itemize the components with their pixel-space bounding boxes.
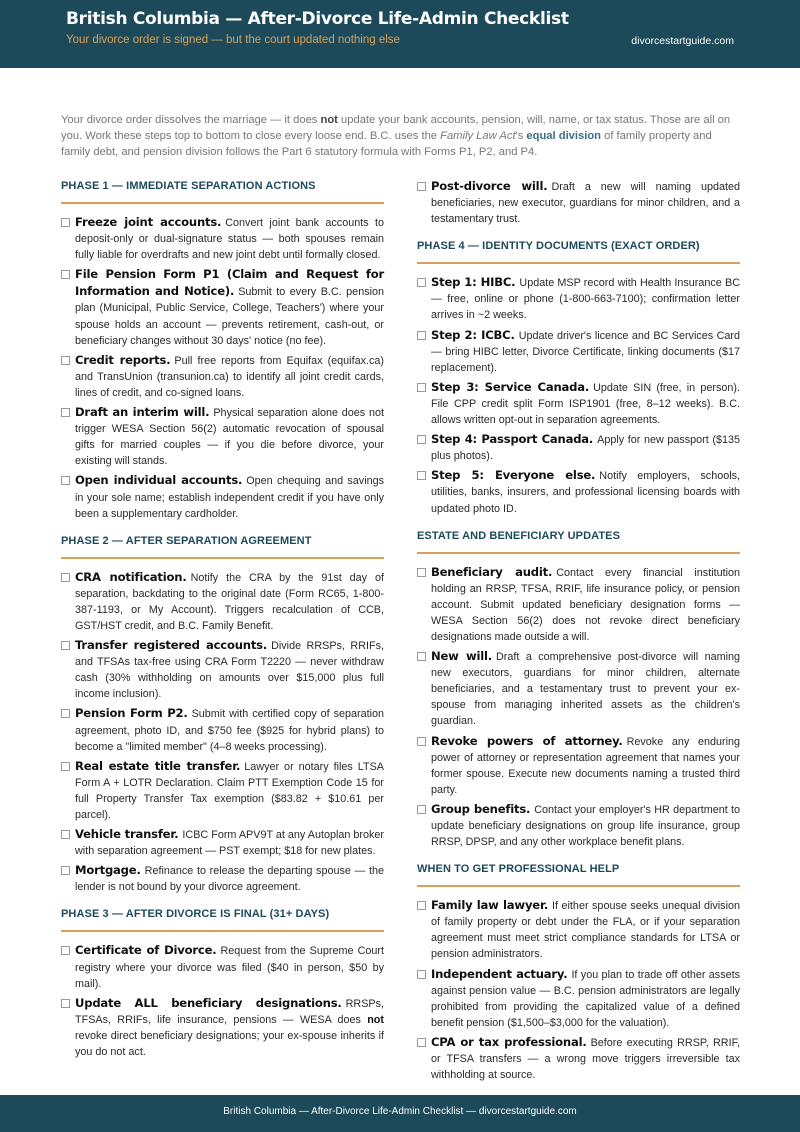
checkbox[interactable] [417, 182, 426, 191]
item-label: Update ALL beneficiary designations. [75, 995, 342, 1010]
item-text: Lawyer or notary files LTSA Form A + LOTR Declaration. Claim PTT Exemption Code 15 for full Property Transfer Tax exemption ($83.82 + $10.61 per parcel). [75, 760, 384, 821]
checkbox[interactable] [417, 568, 426, 577]
item-text: If either spouse seeks unequal division of family property or debt under the FLA, or if your separation agreement must meet strict compliance standards for LTSA or pension administrators. [431, 900, 740, 961]
item-label: Mortgage. [75, 863, 141, 878]
intro-text: 's [515, 130, 527, 143]
checklist-item [61, 758, 384, 823]
intro-text: of family property and family debt, and pension division follows the Part 6 statutory formula with Forms P1, P2, and P4. [61, 130, 712, 159]
item-text: Draft a new will naming updated beneficiaries, new executor, guardians for minor children, and a testamentary trust. [431, 181, 740, 226]
intro-bold: not [320, 114, 338, 126]
phase2-heading: PHASE 2 — AFTER SEPARATION AGREEMENT [61, 533, 384, 559]
item-text: Update driver's licence and BC Services Card — bring HIBC letter, Divorce Certificate, linking documents ($17 replacement). [431, 329, 740, 374]
checklist-item [417, 966, 740, 1031]
checklist-item [61, 826, 384, 859]
item-label: CRA notification. [75, 569, 187, 584]
item-text: RRSPs, TFSAs, RRIFs, life insurance, pensions — WESA does [75, 997, 384, 1026]
item-label: Vehicle transfer. [75, 827, 179, 842]
item-label: Open individual accounts. [75, 473, 243, 488]
item-label: Pension Form P2. [75, 706, 188, 721]
checklist-item [417, 733, 740, 798]
checkbox[interactable] [417, 435, 426, 444]
item-label: Transfer registered accounts. [75, 638, 268, 653]
checklist-item [61, 472, 384, 521]
checklist-item [61, 942, 384, 991]
checklist-item [61, 995, 384, 1060]
item-label: New will. [431, 649, 492, 664]
item-label: File Pension Form P1 (Claim and Request for Information and Notice). [75, 267, 384, 299]
checklist-item [417, 327, 740, 376]
item-text-bold: not [367, 1013, 384, 1026]
footer-text: British Columbia — After-Divorce Life-Admin Checklist — divorcestartguide.com [223, 1106, 577, 1117]
checklist-item [417, 648, 740, 729]
estate-heading: ESTATE AND BENEFICIARY UPDATES [417, 528, 740, 554]
checklist-item [61, 862, 384, 895]
intro-text: update your bank accounts, pension, will, name, or tax status. Those are all on you. Work these steps top to bottom to close every loose end. B.C. uses the [61, 114, 731, 143]
item-label: CPA or tax professional. [431, 1034, 587, 1049]
item-label: Beneficiary audit. [431, 564, 553, 579]
item-text: Submit to every B.C. pension plan (Municipal, Public Service, College, Teachers') where your spouse holds an account — prevents retirement, cash-out, or beneficiary changes without 30 days' notice (no fee). [75, 286, 384, 347]
checklist-item [417, 431, 740, 464]
item-label: Post-divorce will. [431, 179, 548, 193]
intro-italic: Family Law Act [440, 130, 516, 143]
page-header [0, 0, 800, 68]
item-text: Revoke any enduring power of attorney or representation agreement that names your former spouse. Execute new documents naming a trusted third party. [431, 735, 740, 796]
checklist-item [417, 379, 740, 428]
checkbox[interactable] [61, 476, 70, 485]
item-text: Refinance to release the departing spouse — the lender is not bound by your divorce agreement. [75, 865, 384, 894]
item-text: revoke direct beneficiary designations; your ex-spouse inherits if you do not act. [75, 1029, 384, 1059]
checklist-item [61, 404, 384, 469]
intro-paragraph [61, 112, 741, 161]
item-text: Before executing RRSP, RRIF, or TFSA transfers — a wrong move triggers irreversible tax withholding at source. [431, 1036, 740, 1082]
checkbox[interactable] [417, 471, 426, 480]
checkbox[interactable] [417, 737, 426, 746]
checklist-item [61, 266, 384, 348]
item-text: Update SIN (free, in person). File CPP credit split Form ISP1901 (free, 8–12 weeks). B.C. allows written opt-out in separation agreements. [431, 381, 740, 427]
item-text: Pull free reports from Equifax (equifax.ca) and TransUnion (transunion.ca) to identify all joint credit cards, lines of credit, and co-signed loans. [75, 354, 384, 399]
checkbox[interactable] [417, 383, 426, 392]
checkbox[interactable] [61, 270, 70, 279]
item-label: Family law lawyer. [431, 898, 549, 913]
checklist-item [417, 1034, 740, 1083]
checkbox[interactable] [61, 573, 70, 582]
item-text: ICBC Form APV9T at any Autoplan broker with separation agreement — PST exempt; $18 for new plates. [75, 829, 384, 858]
item-label: Step 4: Passport Canada. [431, 432, 594, 447]
checkbox[interactable] [61, 762, 70, 771]
item-label: Revoke powers of attorney. [431, 733, 623, 748]
item-label: Certificate of Divorce. [75, 943, 217, 958]
checklist-item [417, 564, 740, 645]
item-label: Independent actuary. [431, 966, 568, 981]
item-text: If you plan to trade off other assets against pension value — B.C. pension administrators are legally prohibited from providing the capitalized value of a defined benefit pension ($1,500–$3,000 for the valuation). [431, 968, 740, 1029]
checkbox[interactable] [417, 331, 426, 340]
checklist-item [417, 801, 740, 850]
item-label: Step 1: HIBC. [431, 275, 516, 290]
item-text: Contact every financial institution holding an RRSP, TFSA, RRIF, life insurance policy, or pension account. Submit updated beneficiary designation forms — WESA Section 56(2) does not revoke direct beneficiary designations made outside a will. [431, 566, 741, 643]
checkbox[interactable] [61, 866, 70, 875]
phase1-heading: PHASE 1 — IMMEDIATE SEPARATION ACTIONS [61, 178, 384, 204]
item-text: Physical separation alone does not trigger WESA Section 56(2) automatic revocation of spousal gifts for married couples — if you die before divorce, your existing will stands. [75, 407, 384, 468]
checkbox[interactable] [61, 946, 70, 955]
help-heading: WHEN TO GET PROFESSIONAL HELP [417, 861, 740, 887]
checkbox[interactable] [61, 641, 70, 650]
item-text: Update MSP record with Health Insurance BC — free, online or phone (1-800-663-7100); confirmation letter arrives in ~2 weeks. [431, 277, 740, 322]
item-text: Convert joint bank accounts to deposit-only or dual-signature status — both spouses remain fully liable for overdrafts and new joint debt until formally closed. [75, 217, 384, 262]
checkbox[interactable] [417, 901, 426, 910]
item-text: Apply for new passport ($135 plus photos). [431, 434, 740, 463]
checkbox[interactable] [61, 830, 70, 839]
item-label: Step 5: Everyone else. [431, 468, 596, 483]
checklist-item [417, 274, 740, 323]
checklist-item [61, 214, 384, 263]
site-name: divorcestartguide.com [631, 35, 734, 47]
item-text: Notify employers, schools, utilities, banks, insurers, and professional licensing boards with updated photo ID. [431, 470, 741, 515]
intro-emphasis: equal division [526, 130, 602, 143]
checkbox[interactable] [61, 218, 70, 227]
intro-text: Your divorce order dissolves the marriage — it does [61, 114, 321, 126]
checklist-item [417, 178, 740, 227]
item-label: Credit reports. [75, 352, 171, 367]
checklist-item [61, 352, 384, 401]
item-label: Step 3: Service Canada. [431, 379, 590, 394]
item-label: Group benefits. [431, 801, 531, 816]
page-footer [0, 1095, 800, 1132]
item-text: Contact your employer's HR department to update beneficiary designations on group life insurance, group RRSP, DPSP, and any other workplace benefit plans. [431, 803, 740, 849]
checkbox[interactable] [417, 805, 426, 814]
right-column [417, 178, 740, 1086]
checkbox[interactable] [61, 709, 70, 718]
item-label: Draft an interim will. [75, 405, 210, 420]
item-label: Step 2: ICBC. [431, 327, 515, 342]
checklist-item [61, 637, 384, 702]
checklist-item [417, 467, 740, 516]
page-subtitle: Your divorce order is signed — but the court updated nothing else [66, 34, 400, 46]
checkbox[interactable] [417, 1038, 426, 1047]
item-text: Draft a comprehensive post-divorce will naming new executors, guardians for minor children, alternate beneficiaries, and a testamentary trust to prevent your ex-spouse from managing inherited assets as the children's guardian. [431, 651, 740, 728]
checkbox[interactable] [61, 408, 70, 417]
checklist-item [417, 897, 740, 962]
phase4-heading: PHASE 4 — IDENTITY DOCUMENTS (EXACT ORDER) [417, 238, 740, 264]
item-text: Request from the Supreme Court registry where your divorce was filed ($40 in person, $50 by mail). [75, 945, 385, 990]
page-title: British Columbia — After-Divorce Life-Admin Checklist [66, 9, 569, 29]
item-text: Divide RRSPs, RRIFs, and TFSAs tax-free using CRA Form T2220 — never withdraw cash (30% withholding on amounts over $15,000 plus full income inclusion). [75, 640, 384, 701]
checklist-item [61, 705, 384, 754]
item-text: Submit with certified copy of separation agreement, photo ID, and $750 fee ($925 for hybrid plans) to become a "limited member" (4–8 weeks processing). [75, 708, 384, 753]
item-label: Real estate title transfer. [75, 758, 241, 773]
checkbox[interactable] [417, 652, 426, 661]
phase3-heading: PHASE 3 — AFTER DIVORCE IS FINAL (31+ DAYS) [61, 906, 384, 932]
checkbox[interactable] [61, 356, 70, 365]
checkbox[interactable] [61, 999, 70, 1008]
checkbox[interactable] [417, 278, 426, 287]
item-label: Freeze joint accounts. [75, 215, 222, 229]
checklist-item [61, 569, 384, 634]
checkbox[interactable] [417, 970, 426, 979]
item-text: Notify the CRA by the 91st day of separation, backdating to the original date (Form RC65, 1-800-387-1193, or My Account). Triggers recalculation of CCB, GST/HST credit, and B.C. Family Benefit. [75, 571, 384, 632]
left-column [61, 178, 384, 1063]
item-text: Open chequing and savings in your sole name; establish independent credit if you have only been a supplementary cardholder. [75, 475, 385, 520]
